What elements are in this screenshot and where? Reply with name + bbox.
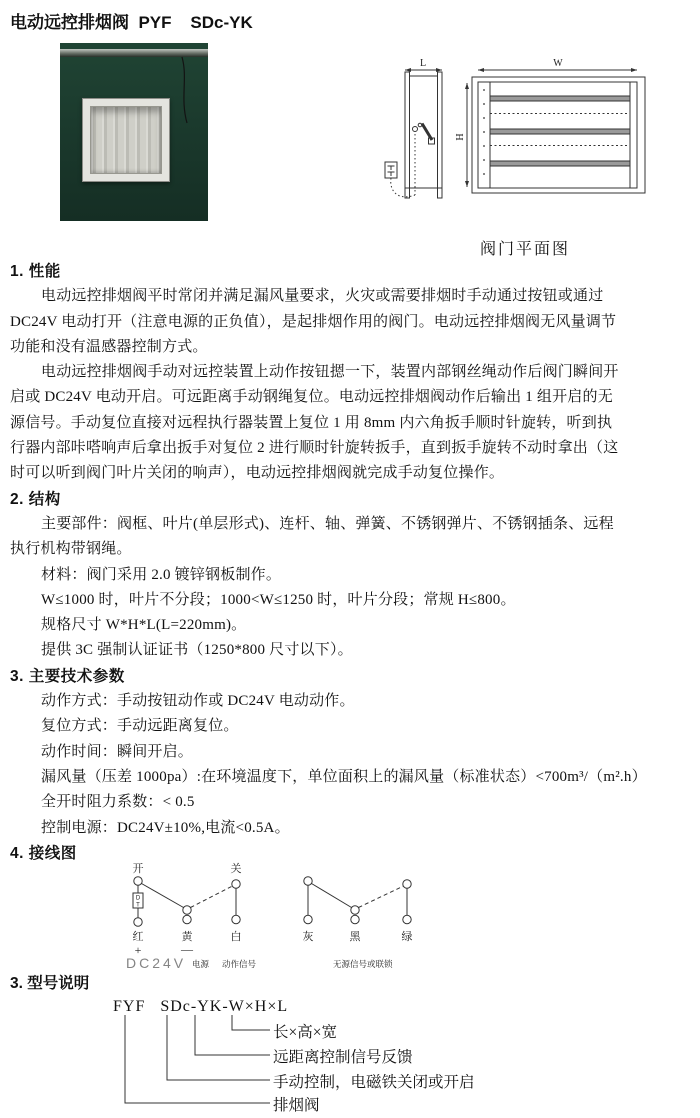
text-line: 动作时间：瞬间开启。 xyxy=(41,743,194,760)
text-line: 动作方式：手动按钮动作或 DC24V 电动动作。 xyxy=(41,693,355,710)
valve-plan-drawing xyxy=(368,52,660,207)
plus-sign: + xyxy=(134,943,142,957)
model-label-dimensions: 长×高×宽 xyxy=(273,1024,337,1041)
terminal-gray-label: 灰 xyxy=(302,931,314,943)
open-label: 开 xyxy=(132,863,144,875)
text-line: 材料：阀门采用 2.0 镀锌钢板制作。 xyxy=(41,566,282,583)
power-unit-label: 电源 xyxy=(192,959,210,969)
model-label-valve-type: 排烟阀 xyxy=(273,1097,320,1114)
model-label-manual-control: 手动控制，电磁铁关闭或开启 xyxy=(273,1074,475,1091)
louver-blades xyxy=(490,96,630,166)
wiring-left-group xyxy=(126,862,257,971)
section-heading-model: 3. 型号说明 xyxy=(10,975,90,992)
text-line: 全开时阻力系数：< 0.5 xyxy=(41,794,195,811)
dimension-l-label: L xyxy=(419,58,427,69)
model-label-remote-feedback: 远距离控制信号反馈 xyxy=(273,1049,413,1066)
minus-sign: — xyxy=(181,942,193,956)
text-line: 提供 3C 强制认证证书（1250*800 尺寸以下）。 xyxy=(41,642,353,659)
text-line: 时可以听到阀门叶片关闭的响声），电动远控排烟阀就完成手动复位操作。 xyxy=(10,465,505,482)
terminal-white-label: 白 xyxy=(230,931,242,943)
text-line: 执行机构带钢绳。 xyxy=(10,541,132,558)
text-line: 行器内部咔嗒响声后拿出扳手对复位 2 进行顺时针旋转扳手，直到扳手旋转不动时拿出（这 xyxy=(10,440,619,457)
text-line: W≤1000 时，叶片不分段；1000<W≤1250 时，叶片分段；常规 H≤800。 xyxy=(41,591,516,608)
dimension-h-label: H xyxy=(455,133,466,141)
dt-label-bottom: T xyxy=(136,902,140,909)
wiring-diagram xyxy=(110,856,425,974)
text-line: DC24V 电动打开（注意电源的正负值），是起排烟作用的阀门。电动远控排烟阀无风量调节 xyxy=(10,313,617,330)
terminal-yellow-label: 黄 xyxy=(181,931,193,943)
drawing-caption: 阀门平面图 xyxy=(480,241,571,258)
text-line: 电动远控排烟阀平时常闭并满足漏风量要求，火灾或需要排烟时手动通过按钮或通过 xyxy=(41,288,604,305)
section-heading-parameters: 3. 主要技术参数 xyxy=(10,667,125,685)
valve-louvers xyxy=(90,106,162,174)
close-label: 关 xyxy=(230,863,242,875)
front-view xyxy=(465,68,645,193)
section-heading-structure: 2. 结构 xyxy=(10,490,61,508)
wiring-right-group xyxy=(303,877,413,969)
section-heading-wiring: 4. 接线图 xyxy=(10,844,77,862)
side-view xyxy=(385,68,442,198)
text-line: 规格尺寸 W*H*L(L=220mm)。 xyxy=(41,617,247,634)
valve-photo xyxy=(60,43,208,221)
terminal-red-label: 红 xyxy=(132,931,144,943)
text-line: 电动远控排烟阀手动对远控装置上动作按钮摁一下，装置内部钢丝绳动作后阀门瞬间开 xyxy=(41,364,619,381)
body-text xyxy=(10,259,694,866)
dt-label-top: D xyxy=(135,895,141,902)
passive-signal-label: 无源信号或联锁 xyxy=(333,959,393,969)
text-line: 漏风量（压差 1000pa）:在环境温度下，单位面积上的漏风量（标准状态）<700m³/（m².h） xyxy=(41,768,647,785)
remote-release-box xyxy=(385,162,397,178)
text-line: 源信号。手动复位直接对远程执行器装置上复位 1 用 8mm 内六角扳手顺时针旋转，听到执 xyxy=(10,414,613,431)
dimension-w-label: W xyxy=(553,58,563,69)
section-heading-performance: 1. 性能 xyxy=(10,263,61,280)
text-line: 功能和没有温感器控制方式。 xyxy=(10,338,208,355)
valve-frame xyxy=(82,98,170,182)
text-line: 主要部件：阀框、叶片(单层形式)、连杆、轴、弹簧、不锈钢弹片、不锈钢插条、远程 xyxy=(41,515,614,532)
terminal-green-label: 绿 xyxy=(401,931,413,943)
page-title: 电动远控排烟阀 PYF SDc-YK xyxy=(10,13,253,32)
power-caption: DC24V xyxy=(126,955,187,971)
terminal-black-label: 黑 xyxy=(349,931,361,943)
model-code: FYF SDc-YK-W×H×L xyxy=(113,998,289,1015)
frame-rivets xyxy=(483,89,485,175)
text-line: 复位方式：手动远距离复位。 xyxy=(41,718,239,735)
text-line: 控制电源：DC24V±10%,电流<0.5A。 xyxy=(41,819,290,836)
text-line: 启或 DC24V 电动开启。可远距离手动钢绳复位。电动远控排烟阀动作后输出 1 组开启的无 xyxy=(10,389,613,406)
action-signal-label: 动作信号 xyxy=(222,959,257,969)
